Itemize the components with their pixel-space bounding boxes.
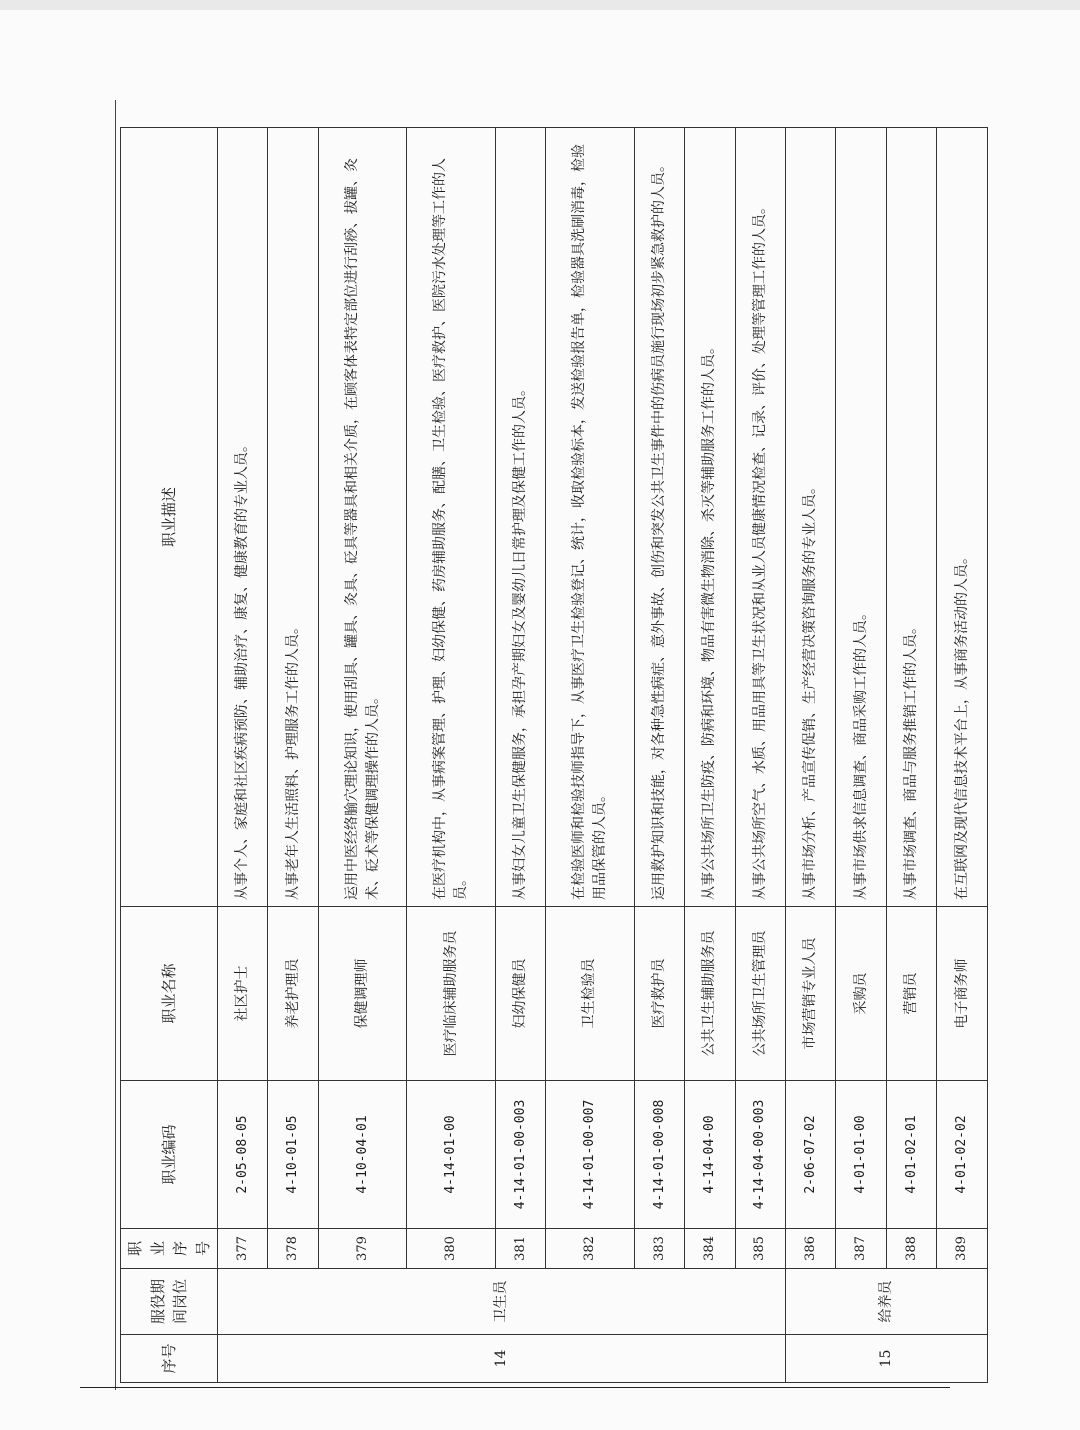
job-seq: 388	[886, 1229, 936, 1269]
job-code: 4-01-01-00	[836, 1081, 886, 1229]
job-seq: 381	[495, 1229, 545, 1269]
job-code: 4-10-01-05	[268, 1081, 318, 1229]
occupation-table	[120, 127, 988, 1383]
job-code: 4-01-02-02	[937, 1081, 988, 1229]
job-desc: 在互联网及现代信息技术平台上，从事商务活动的人员。	[937, 128, 988, 907]
job-name: 社区护士	[218, 907, 268, 1081]
job-desc: 从事市场分析、产品宣传促销、生产经营决策咨询服务的专业人员。	[785, 128, 835, 907]
job-seq: 385	[735, 1229, 785, 1269]
job-name: 公共卫生辅助服务员	[685, 907, 735, 1081]
table-row	[886, 128, 936, 1383]
job-name: 营销员	[886, 907, 936, 1081]
table-row	[785, 128, 835, 1383]
job-code: 4-01-02-01	[886, 1081, 936, 1229]
header-code: 职业编码	[121, 1081, 218, 1229]
job-name: 保健调理师	[318, 907, 406, 1081]
job-seq: 378	[268, 1229, 318, 1269]
job-name: 养老护理员	[268, 907, 318, 1081]
header-name: 职业名称	[121, 907, 218, 1081]
table-row	[937, 128, 988, 1383]
job-desc: 从事老年人生活照料、护理服务工作的人员。	[268, 128, 318, 907]
job-seq: 377	[218, 1229, 268, 1269]
job-name: 医疗救护员	[634, 907, 684, 1081]
job-seq: 380	[407, 1229, 495, 1269]
job-name: 电子商务师	[937, 907, 988, 1081]
job-desc: 从事个人、家庭和社区疾病预防、辅助治疗、康复、健康教育的专业人员。	[218, 128, 268, 907]
job-seq: 383	[634, 1229, 684, 1269]
table-row	[685, 128, 735, 1383]
job-desc: 运用中医经络腧穴理论知识，使用刮具、罐具、灸具、砭具等器具和相关介质，在顾客体表特定部位进行刮痧、拔罐、灸术、砭术等保健调理操作的人员。	[318, 128, 406, 907]
job-code: 4-14-04-00	[685, 1081, 735, 1229]
job-seq: 382	[546, 1229, 634, 1269]
job-code: 4-14-01-00-003	[495, 1081, 545, 1229]
job-seq: 387	[836, 1229, 886, 1269]
job-name: 公共场所卫生管理员	[735, 907, 785, 1081]
table-row	[318, 128, 406, 1383]
group-post: 给养员	[785, 1269, 987, 1335]
job-code: 4-14-01-00-007	[546, 1081, 634, 1229]
job-code: 2-06-07-02	[785, 1081, 835, 1229]
rotated-page	[120, 127, 988, 1383]
job-desc: 从事公共场所卫生防疫、防病和环境、物品有害微生物消除、杀灭等辅助服务工作的人员。	[685, 128, 735, 907]
top-margin-strip	[0, 0, 1080, 10]
job-desc: 从事公共场所空气、水质、用品用具等卫生状况和从业人员健康情况检查、记录、评价、处理等管理工作的人员。	[735, 128, 785, 907]
job-desc: 在医疗机构中，从事病案管理、护理、妇幼保健、药房辅助服务、配膳、卫生检验、医疗救护、医院污水处理等工作的人员。	[407, 128, 495, 907]
job-name: 采购员	[836, 907, 886, 1081]
job-code: 2-05-08-05	[218, 1081, 268, 1229]
group-seq: 14	[218, 1335, 786, 1383]
job-seq: 389	[937, 1229, 988, 1269]
table-row	[268, 128, 318, 1383]
group-seq: 15	[785, 1335, 987, 1383]
table-row	[218, 128, 268, 1383]
table-row	[634, 128, 684, 1383]
table-row	[407, 128, 495, 1383]
job-name: 市场营销专业人员	[785, 907, 835, 1081]
table-row	[546, 128, 634, 1383]
job-name: 卫生检验员	[546, 907, 634, 1081]
job-seq: 386	[785, 1229, 835, 1269]
header-seq: 序号	[121, 1335, 218, 1383]
table-row	[735, 128, 785, 1383]
job-seq: 379	[318, 1229, 406, 1269]
binding-rule-bottom	[80, 1387, 950, 1388]
job-name: 妇幼保健员	[495, 907, 545, 1081]
table-row	[836, 128, 886, 1383]
job-code: 4-14-04-00-003	[735, 1081, 785, 1229]
job-desc: 从事妇女儿童卫生保健服务，承担孕产期妇女及婴幼儿日常护理及保健工作的人员。	[495, 128, 545, 907]
job-desc: 在检验医师和检验技师指导下，从事医疗卫生检验登记、统计，收取检验标本，发送检验报告单，检验器具洗刷消毒，检验用品保管的人员。	[546, 128, 634, 907]
job-name: 医疗临床辅助服务员	[407, 907, 495, 1081]
job-desc: 运用救护知识和技能，对各种急性病症、意外事故、创伤和突发公共卫生事件中的伤病员施行现场初步紧急救护的人员。	[634, 128, 684, 907]
job-code: 4-10-04-01	[318, 1081, 406, 1229]
job-code: 4-14-01-00	[407, 1081, 495, 1229]
table-header-row	[121, 128, 218, 1383]
header-job-seq: 职业序号	[121, 1229, 218, 1269]
job-desc: 从事市场供求信息调查、商品采购工作的人员。	[836, 128, 886, 907]
table-row	[495, 128, 545, 1383]
header-desc: 职业描述	[121, 128, 218, 907]
group-post: 卫生员	[218, 1269, 786, 1335]
job-desc: 从事市场调查、商品与服务推销工作的人员。	[886, 128, 936, 907]
job-code: 4-14-01-00-008	[634, 1081, 684, 1229]
job-seq: 384	[685, 1229, 735, 1269]
header-post: 服役期间岗位	[121, 1269, 218, 1335]
